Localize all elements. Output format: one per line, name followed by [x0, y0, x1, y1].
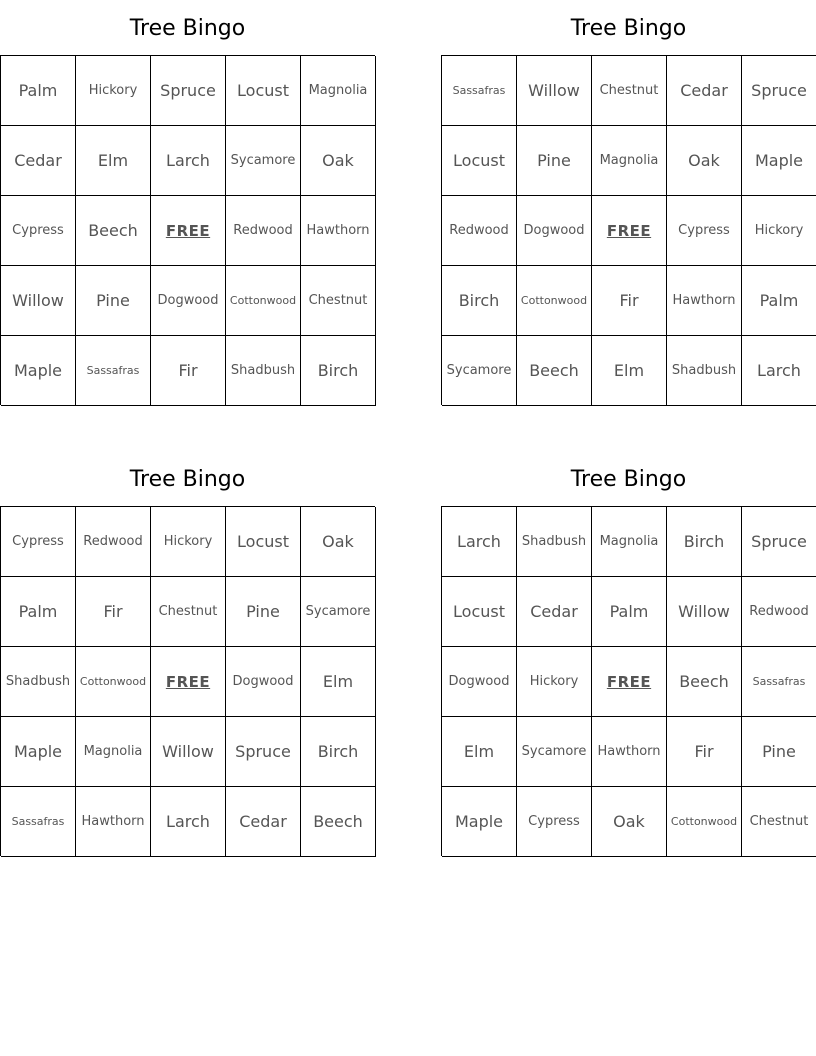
bingo-cell: Cedar [517, 577, 592, 647]
bingo-cell: Hawthorn [76, 787, 151, 857]
free-space: FREE [151, 647, 226, 717]
bingo-cell: Sycamore [442, 336, 517, 406]
bingo-cell: Maple [442, 787, 517, 857]
bingo-cell: Oak [301, 126, 376, 196]
bingo-cell: Birch [301, 336, 376, 406]
bingo-cell: Hickory [76, 56, 151, 126]
bingo-cell: Chestnut [301, 266, 376, 336]
card-title: Tree Bingo [570, 467, 687, 492]
bingo-cell: Sassafras [76, 336, 151, 406]
bingo-cell: Magnolia [592, 126, 667, 196]
bingo-cell: Cedar [667, 56, 742, 126]
bingo-cell: Shadbush [517, 507, 592, 577]
bingo-cell: Willow [1, 266, 76, 336]
bingo-cell: Beech [301, 787, 376, 857]
bingo-cell: Dogwood [226, 647, 301, 717]
bingo-cell: Redwood [742, 577, 816, 647]
bingo-cell: Locust [442, 577, 517, 647]
bingo-cell: Shadbush [667, 336, 742, 406]
bingo-cell: Oak [667, 126, 742, 196]
bingo-cell: Sassafras [1, 787, 76, 857]
bingo-cell: Locust [442, 126, 517, 196]
bingo-cell: Pine [742, 717, 816, 787]
bingo-cell: Larch [442, 507, 517, 577]
bingo-card-1 [0, 0, 375, 405]
bingo-cell: Maple [1, 717, 76, 787]
bingo-cell: Spruce [742, 56, 816, 126]
bingo-cell: Oak [592, 787, 667, 857]
bingo-cell: Cottonwood [76, 647, 151, 717]
bingo-cell: Birch [667, 507, 742, 577]
bingo-cell: Birch [301, 717, 376, 787]
bingo-grid [0, 55, 375, 405]
bingo-cell: Pine [226, 577, 301, 647]
bingo-cell: Cottonwood [517, 266, 592, 336]
bingo-cell: Locust [226, 56, 301, 126]
bingo-cell: Hawthorn [301, 196, 376, 266]
bingo-cell: Larch [151, 126, 226, 196]
card-title: Tree Bingo [129, 16, 246, 41]
bingo-cell: Hickory [742, 196, 816, 266]
bingo-cell: Fir [151, 336, 226, 406]
bingo-cell: Hickory [151, 507, 226, 577]
bingo-cell: Elm [592, 336, 667, 406]
bingo-cell: Pine [517, 126, 592, 196]
bingo-cell: Spruce [226, 717, 301, 787]
bingo-cell: Beech [517, 336, 592, 406]
bingo-cell: Shadbush [1, 647, 76, 717]
bingo-cell: Hickory [517, 647, 592, 717]
bingo-cell: Cypress [667, 196, 742, 266]
bingo-cell: Beech [76, 196, 151, 266]
bingo-cell: Dogwood [517, 196, 592, 266]
bingo-cell: Willow [517, 56, 592, 126]
bingo-cell: Magnolia [592, 507, 667, 577]
bingo-card-3 [0, 451, 375, 856]
bingo-cell: Cedar [1, 126, 76, 196]
bingo-cell: Fir [592, 266, 667, 336]
bingo-cell: Dogwood [151, 266, 226, 336]
bingo-cell: Birch [442, 266, 517, 336]
bingo-cell: Sycamore [226, 126, 301, 196]
bingo-cell: Oak [301, 507, 376, 577]
bingo-card-4 [441, 451, 816, 856]
bingo-cell: Palm [1, 56, 76, 126]
bingo-cell: Hawthorn [667, 266, 742, 336]
bingo-cell: Elm [301, 647, 376, 717]
bingo-cell: Cottonwood [667, 787, 742, 857]
bingo-cell: Sycamore [301, 577, 376, 647]
bingo-cell: Pine [76, 266, 151, 336]
bingo-card-2 [441, 0, 816, 405]
free-space: FREE [151, 196, 226, 266]
bingo-cell: Magnolia [301, 56, 376, 126]
bingo-cell: Cypress [1, 196, 76, 266]
bingo-cell: Palm [592, 577, 667, 647]
bingo-cell: Sycamore [517, 717, 592, 787]
bingo-cell: Redwood [76, 507, 151, 577]
bingo-cell: Redwood [226, 196, 301, 266]
bingo-grid [441, 55, 816, 405]
bingo-cell: Willow [667, 577, 742, 647]
bingo-cell: Fir [667, 717, 742, 787]
bingo-cell: Palm [742, 266, 816, 336]
bingo-cell: Fir [76, 577, 151, 647]
bingo-cell: Locust [226, 507, 301, 577]
bingo-grid [441, 506, 816, 856]
bingo-cell: Cottonwood [226, 266, 301, 336]
bingo-cell: Maple [1, 336, 76, 406]
bingo-cell: Willow [151, 717, 226, 787]
bingo-cell: Sassafras [742, 647, 816, 717]
bingo-cell: Spruce [742, 507, 816, 577]
bingo-cell: Maple [742, 126, 816, 196]
bingo-cell: Sassafras [442, 56, 517, 126]
bingo-cell: Larch [151, 787, 226, 857]
bingo-cell: Chestnut [592, 56, 667, 126]
bingo-cell: Shadbush [226, 336, 301, 406]
bingo-cell: Chestnut [151, 577, 226, 647]
bingo-cell: Elm [76, 126, 151, 196]
bingo-cell: Chestnut [742, 787, 816, 857]
bingo-cell: Magnolia [76, 717, 151, 787]
bingo-cell: Larch [742, 336, 816, 406]
bingo-grid [0, 506, 375, 856]
bingo-cell: Spruce [151, 56, 226, 126]
card-title: Tree Bingo [570, 16, 687, 41]
free-space: FREE [592, 196, 667, 266]
free-space: FREE [592, 647, 667, 717]
bingo-cell: Redwood [442, 196, 517, 266]
bingo-cell: Cypress [517, 787, 592, 857]
bingo-cell: Hawthorn [592, 717, 667, 787]
bingo-cell: Cedar [226, 787, 301, 857]
card-title: Tree Bingo [129, 467, 246, 492]
bingo-cell: Dogwood [442, 647, 517, 717]
bingo-cell: Cypress [1, 507, 76, 577]
bingo-cell: Beech [667, 647, 742, 717]
bingo-cell: Elm [442, 717, 517, 787]
bingo-cell: Palm [1, 577, 76, 647]
